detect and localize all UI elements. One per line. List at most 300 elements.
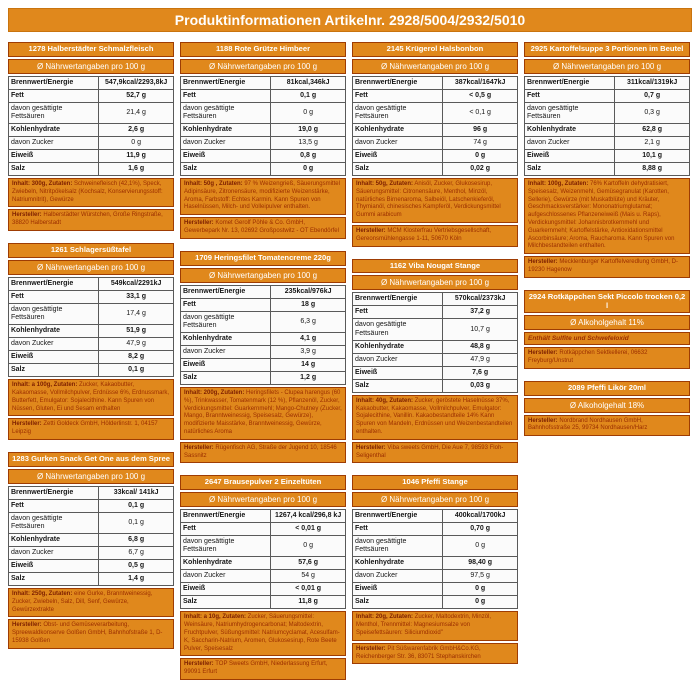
nutrient-label: Brennwert/Energie	[353, 293, 443, 306]
nutrient-value: 21,4 g	[99, 102, 174, 123]
nutrient-label: Salz	[181, 596, 271, 609]
page-title: Produktinformationen Artikelnr. 2928/5004/2932/5010	[8, 8, 692, 32]
nutrient-value: 0,5 g	[99, 559, 174, 572]
ingredients-label: Inhalt: 250g, Zutaten:	[12, 591, 73, 598]
nutrition-row	[525, 76, 690, 89]
nutrient-label: Kohlenhydrate	[525, 123, 615, 136]
nutrition-table	[180, 509, 346, 609]
nutrition-row	[353, 523, 518, 536]
nutrient-value: 0,1 g	[271, 89, 346, 102]
nutrition-table-body	[353, 76, 518, 175]
product-card	[8, 243, 174, 440]
nutrition-row	[9, 573, 174, 586]
nutrient-label: Eiweiß	[181, 150, 271, 163]
nutrient-label: davon Zucker	[353, 570, 443, 583]
nutrient-value: 37,2 g	[443, 306, 518, 319]
nutrient-value: 98,40 g	[443, 557, 518, 570]
nutrition-per-100g-header: Ø Nährwertangaben pro 100 g	[8, 469, 174, 484]
nutrient-label: Brennwert/Energie	[9, 486, 99, 499]
nutrient-label: Eiweiß	[181, 358, 271, 371]
nutrition-row	[353, 102, 518, 123]
ingredients-text: 97 % Weizengrieß, Säuerungsmittel Adipinsäure, Zitronensäure, modifizierte Weizenstärke, Aroma, Farbstoff: Echtes Karmin. Kann Spuren von Haselnüssen, Milch- und Volleipulver enthalten.	[184, 181, 340, 211]
nutrient-value: 2,6 g	[99, 123, 174, 136]
nutrition-row	[353, 353, 518, 366]
nutrition-table-body	[525, 76, 690, 175]
product-card	[8, 42, 174, 231]
nutrient-label: Salz	[181, 371, 271, 384]
nutrient-label: Kohlenhydrate	[181, 332, 271, 345]
product-card	[8, 452, 174, 649]
ingredients-block	[180, 387, 346, 440]
nutrient-value: 33kcal/ 141kJ	[99, 486, 174, 499]
nutrition-row	[353, 536, 518, 557]
product-card	[352, 259, 518, 464]
nutrition-row	[353, 123, 518, 136]
ingredients-block	[180, 178, 346, 215]
nutrient-label: Brennwert/Energie	[181, 285, 271, 298]
nutrient-value: 2,1 g	[615, 136, 690, 149]
nutrient-label: Brennwert/Energie	[9, 277, 99, 290]
nutrition-row	[353, 150, 518, 163]
manufacturer-text: MCM Klosterfrau Vertriebsgesellschaft, Gereonsmühlengasse 1-11, 50670 Köln	[356, 228, 492, 242]
nutrient-value: 311kcal/1319kJ	[615, 76, 690, 89]
manufacturer-label: Hersteller:	[356, 228, 386, 235]
card-column-4	[524, 42, 690, 436]
nutrient-value: 8,88 g	[615, 163, 690, 176]
ingredients-block	[8, 379, 174, 416]
nutrition-row	[181, 136, 346, 149]
manufacturer-block	[8, 209, 174, 231]
manufacturer-text: Rotkäppchen Sektkellerei, 06632 Freyburg/Unstrut	[528, 350, 648, 365]
card-column-3	[352, 42, 518, 664]
nutrient-label: davon gesättigte Fettsäuren	[353, 102, 443, 123]
nutrient-value: 547,9kcal/2293,8kJ	[99, 76, 174, 89]
nutrient-value: 0 g	[271, 163, 346, 176]
nutrient-label: Fett	[353, 306, 443, 319]
ingredients-label: Inhalt: 20g, Zutaten:	[356, 614, 413, 621]
nutrition-row	[9, 512, 174, 533]
card-column-2	[180, 42, 346, 680]
nutrient-label: Fett	[9, 89, 99, 102]
product-card	[352, 42, 518, 247]
nutrition-row	[353, 319, 518, 340]
nutrition-row	[9, 559, 174, 572]
nutrition-row	[525, 123, 690, 136]
nutrient-value: 11,9 g	[99, 150, 174, 163]
nutrition-per-100g-header: Ø Nährwertangaben pro 100 g	[8, 260, 174, 275]
nutrient-label: Fett	[353, 523, 443, 536]
product-title: 1188 Rote Grütze Himbeer	[180, 42, 346, 57]
nutrition-row	[9, 546, 174, 559]
nutrition-per-100g-header: Ø Nährwertangaben pro 100 g	[8, 59, 174, 74]
nutrition-row	[181, 345, 346, 358]
product-title: 2647 Brausepulver 2 Einzeltüten	[180, 475, 346, 490]
nutrient-value: 0,03 g	[443, 379, 518, 392]
nutrient-value: 54 g	[271, 570, 346, 583]
manufacturer-text: TOP Sweets GmbH, Niederlassung Erfurt, 99091 Erfurt	[184, 661, 328, 676]
nutrient-value: 47,9 g	[99, 338, 174, 351]
nutrition-row	[525, 136, 690, 149]
nutrient-label: davon Zucker	[525, 136, 615, 149]
nutrition-row	[9, 338, 174, 351]
nutrition-per-100g-header: Ø Nährwertangaben pro 100 g	[180, 268, 346, 283]
nutrient-value: 400kcal/1700kJ	[443, 510, 518, 523]
manufacturer-block	[180, 658, 346, 680]
nutrient-label: Eiweiß	[181, 583, 271, 596]
nutrient-label: Fett	[181, 523, 271, 536]
nutrition-row	[353, 136, 518, 149]
nutrient-value: 0,02 g	[443, 163, 518, 176]
nutrition-row	[353, 570, 518, 583]
nutrition-table	[8, 486, 174, 586]
nutrition-row	[9, 486, 174, 499]
ingredients-text: eine Gurke, Branntweinessig, Zucker, Zwiebeln, Salz, Dill, Senf, Gewürze, Gewürzextrakte	[12, 591, 153, 613]
product-title: 1283 Gurken Snack Get One aus dem Spree	[8, 452, 174, 467]
nutrient-value: 57,6 g	[271, 557, 346, 570]
nutrient-label: Kohlenhydrate	[181, 123, 271, 136]
nutrient-label: Kohlenhydrate	[353, 557, 443, 570]
nutrient-value: 0,1 g	[99, 364, 174, 377]
ingredients-block	[352, 611, 518, 640]
ingredients-block	[180, 611, 346, 656]
nutrient-value: 0 g	[271, 536, 346, 557]
manufacturer-block	[180, 442, 346, 464]
nutrition-row	[181, 583, 346, 596]
manufacturer-text: Zetti Goldeck GmbH, Hölderlinstr. 1, 04157 Leipzig	[12, 421, 158, 436]
nutrient-value: 0,1 g	[99, 499, 174, 512]
nutrition-per-100g-header: Ø Nährwertangaben pro 100 g	[352, 275, 518, 290]
nutrient-value: 570kcal/2373kJ	[443, 293, 518, 306]
nutrient-value: 1267,4 kcal/296,8 kJ	[271, 510, 346, 523]
nutrient-label: Brennwert/Energie	[181, 510, 271, 523]
manufacturer-text: Mecklenburger Kartoffelveredlung GmbH, D-19230 Hagenow	[528, 259, 678, 274]
nutrient-value: 18 g	[271, 298, 346, 311]
nutrition-row	[181, 358, 346, 371]
ingredients-label: Inhalt: 200g, Zutaten:	[184, 389, 245, 396]
manufacturer-block	[524, 347, 690, 369]
nutrition-table-body	[9, 277, 174, 376]
nutrient-value: 0,3 g	[615, 102, 690, 123]
nutrient-label: davon gesättigte Fettsäuren	[525, 102, 615, 123]
nutrition-table	[524, 76, 690, 176]
nutrient-label: Salz	[353, 163, 443, 176]
nutrient-label: davon Zucker	[181, 570, 271, 583]
nutrient-label: Salz	[353, 596, 443, 609]
nutrition-per-100g-header: Ø Nährwertangaben pro 100 g	[352, 59, 518, 74]
nutrient-value: 48,8 g	[443, 340, 518, 353]
nutrient-value: 235kcal/976kJ	[271, 285, 346, 298]
nutrient-label: Brennwert/Energie	[525, 76, 615, 89]
nutrient-label: davon Zucker	[9, 338, 99, 351]
allergen-note: Enthält Sulfite und Schwefeloxid	[524, 332, 690, 345]
manufacturer-text: Obst- und Gemüseverarbeitung, Spreewaldkonserve Golßen GmbH, Bahnhofstraße 1, D-15938 Golßen	[12, 622, 163, 645]
product-card	[352, 475, 518, 664]
nutrition-row	[181, 510, 346, 523]
nutrition-row	[181, 285, 346, 298]
nutrient-label: davon gesättigte Fettsäuren	[353, 319, 443, 340]
ingredients-label: Inhalt: 50g, Zutaten:	[356, 181, 413, 188]
manufacturer-text: Nordbrand Nordhausen GmbH, Bahnhofsstraße 25, 99734 Nordhausen/Harz	[528, 417, 648, 432]
nutrition-row	[181, 150, 346, 163]
manufacturer-block	[8, 619, 174, 648]
nutrient-label: davon gesättigte Fettsäuren	[181, 311, 271, 332]
nutrition-per-100g-header: Ø Nährwertangaben pro 100 g	[180, 492, 346, 507]
ingredients-text: Anisöl, Zucker, Glukosesirup, Säuerungsmittel: Citronensäure, Menthol, Minzöl, natürliches Birnenaroma, Salbeiöl, Latschenkieferöl, Thymianöl, chinesisches Kampferöl, Verdickungsmittel Gummi arabicum	[356, 181, 501, 219]
manufacturer-block	[524, 415, 690, 437]
nutrition-row	[9, 102, 174, 123]
manufacturer-label: Hersteller:	[184, 220, 214, 227]
nutrition-row	[181, 570, 346, 583]
ingredients-text: Zucker, Maltodextrin, Minzöl, Menthol, Trennmittel: Magnesiumsalze von Speisefettsäuren: Siliciumdioxid"	[356, 614, 492, 637]
nutrient-label: Kohlenhydrate	[9, 324, 99, 337]
manufacturer-label: Hersteller:	[528, 259, 558, 266]
nutrient-label: davon Zucker	[353, 353, 443, 366]
nutrient-value: 0 g	[443, 583, 518, 596]
nutrition-row	[9, 290, 174, 303]
nutrition-row	[181, 311, 346, 332]
ingredients-text: Zucker, geröstete Haselnüsse 37%, Kakaobutter, Kakaomasse, Vollmilchpulver, Emulgator: Sojalecithine, Vanillin. Kakaobestandteile 14% Kann Spuren von Mandeln, Erdnüssen und Weizenbestandteilen enthalten.	[356, 397, 513, 435]
nutrient-value: 1,4 g	[99, 573, 174, 586]
nutrient-value: 47,9 g	[443, 353, 518, 366]
nutrition-row	[353, 340, 518, 353]
nutrient-label: Salz	[353, 379, 443, 392]
nutrient-value: 6,3 g	[271, 311, 346, 332]
nutrition-row	[353, 510, 518, 523]
ingredients-block	[524, 178, 690, 254]
nutrition-row	[181, 536, 346, 557]
ingredients-text: Schweinefleisch (42,1%), Speck, Zwiebeln, Nitritpökelsalz (Kochsalz, Konservierungsstoff: Natriumnitrit), Gewürze	[12, 181, 163, 203]
nutrient-value: 17,4 g	[99, 303, 174, 324]
manufacturer-text: Komet Gerolf Pöhle & Co. GmbH, Gewerbepark Nr. 13, 02692 Großpostwitz - OT Ebendörfel	[184, 220, 339, 235]
nutrition-row	[181, 76, 346, 89]
card-column-1	[8, 42, 174, 649]
product-card	[524, 42, 690, 278]
product-title: 1709 Heringsfilet Tomatencreme 220g	[180, 251, 346, 266]
nutrition-table	[180, 285, 346, 385]
nutrition-row	[181, 523, 346, 536]
nutrition-row	[181, 123, 346, 136]
nutrient-value: 0 g	[443, 596, 518, 609]
nutrient-value: 97,5 g	[443, 570, 518, 583]
nutrient-label: davon Zucker	[181, 136, 271, 149]
nutrient-value: 0 g	[443, 150, 518, 163]
nutrition-row	[9, 364, 174, 377]
nutrient-label: Salz	[9, 163, 99, 176]
nutrient-label: davon gesättigte Fettsäuren	[9, 102, 99, 123]
manufacturer-label: Hersteller:	[12, 421, 42, 428]
nutrition-table-body	[9, 486, 174, 585]
manufacturer-label: Hersteller:	[12, 622, 42, 629]
nutrition-row	[525, 102, 690, 123]
nutrition-row	[9, 76, 174, 89]
nutrient-label: Kohlenhydrate	[353, 123, 443, 136]
card-grid	[8, 42, 692, 680]
nutrition-row	[9, 150, 174, 163]
ingredients-text: Heringsfilets - Clupea harengus (60 %), Trinkwasser, Tomatenmark (12 %), Pflanzenöl, Zucker, Verdickungsmittel: Guarkernmehl; Mango-Chutney (Zucker, Mango, Branntweinessig, Speisesalz, Gewürze), modifizierte Maisstärke, Branntweinessig, Gewürze, natürliches Aroma	[184, 389, 342, 435]
nutrient-label: Salz	[9, 573, 99, 586]
ingredients-block	[352, 178, 518, 223]
nutrient-value: 51,9 g	[99, 324, 174, 337]
nutrient-value: 14 g	[271, 358, 346, 371]
nutrition-table	[180, 76, 346, 176]
nutrition-row	[181, 596, 346, 609]
nutrient-label: davon Zucker	[181, 345, 271, 358]
nutrient-value: < 0,01 g	[271, 523, 346, 536]
nutrient-value: 52,7 g	[99, 89, 174, 102]
nutrient-value: 11,8 g	[271, 596, 346, 609]
nutrient-value: 0 g	[271, 102, 346, 123]
nutrition-row	[9, 89, 174, 102]
manufacturer-text: Rügenfisch AG, Straße der Jugend 10, 18546 Sassnitz	[184, 444, 337, 459]
product-card	[180, 251, 346, 463]
nutrition-table-body	[353, 510, 518, 609]
nutrient-label: Eiweiß	[353, 150, 443, 163]
nutrition-row	[181, 163, 346, 176]
product-card	[524, 381, 690, 436]
ingredients-label: Inhalt: 100g, Zutaten:	[528, 181, 589, 188]
nutrition-row	[353, 366, 518, 379]
nutrient-value: 81kcal,346kJ	[271, 76, 346, 89]
nutrition-table	[8, 277, 174, 377]
nutrient-label: Brennwert/Energie	[353, 76, 443, 89]
nutrition-table	[352, 76, 518, 176]
nutrition-row	[181, 557, 346, 570]
ingredients-block	[8, 178, 174, 207]
nutrition-row	[353, 379, 518, 392]
nutrient-value: 4,1 g	[271, 332, 346, 345]
manufacturer-label: Hersteller:	[184, 444, 214, 451]
nutrient-label: Fett	[353, 89, 443, 102]
nutrition-row	[9, 324, 174, 337]
nutrient-value: 8,2 g	[99, 351, 174, 364]
nutrition-row	[353, 306, 518, 319]
nutrient-label: Kohlenhydrate	[9, 123, 99, 136]
nutrition-row	[181, 89, 346, 102]
nutrient-label: Salz	[525, 163, 615, 176]
product-title: 1278 Halberstädter Schmalzfleisch	[8, 42, 174, 57]
nutrient-label: Fett	[525, 89, 615, 102]
nutrient-label: Eiweiß	[525, 150, 615, 163]
nutrient-value: 0,8 g	[271, 150, 346, 163]
manufacturer-text: Pit Süßwarenfabrik GmbH&Co.KG, Reichenberger Str. 36, 83071 Stephanskirchen	[356, 645, 481, 660]
manufacturer-block	[180, 217, 346, 239]
nutrient-label: Eiweiß	[353, 583, 443, 596]
nutrition-row	[353, 76, 518, 89]
ingredients-text: Zucker, Säuerungsmittel: Weinsäure, Natriumhydrogencarbonat; Maltodextrin, Fruchtpulver, Süßungsmittel: Natriumcyclamat, Acesulfam-K, Saccharin-Natrium, Aromen, Glukosesirup, Rote Beete Pulver, Speisesalz	[184, 614, 340, 652]
manufacturer-label: Hersteller:	[12, 212, 42, 219]
nutrient-label: Kohlenhydrate	[181, 557, 271, 570]
nutrition-row	[525, 150, 690, 163]
product-card	[180, 475, 346, 680]
nutrient-label: Fett	[181, 89, 271, 102]
nutrient-label: davon Zucker	[353, 136, 443, 149]
nutrient-value: < 0,5 g	[443, 89, 518, 102]
nutrient-label: davon gesättigte Fettsäuren	[181, 102, 271, 123]
nutrition-row	[353, 583, 518, 596]
nutrient-label: Eiweiß	[353, 366, 443, 379]
nutrition-per-100g-header: Ø Nährwertangaben pro 100 g	[180, 59, 346, 74]
ingredients-text: 76% Kartoffeln dehydratisiert, Speisesalz, Weizenmehl, Gemüsegranulat (Karotten, Sellerie), Gewürze (mit Muskatblüte) und Kräuter, Geschmacksverstärker: Mononatriumglutamat; aufgeschlossenes Pflanzeneiweiß (Mais u. Raps), Verdickungsmittel: Johannisbrotkernmehl und Guarkernmehl; Kartoffelstärke, Antioxidationsmittel Ascorbinsäure; Aroma, Raucharoma. Kann Spuren von Milchbestandteilen enthalten.	[528, 181, 675, 250]
product-title: 1261 Schlagersüßtafel	[8, 243, 174, 258]
product-title: 2089 Pfeffi Likör 20ml	[524, 381, 690, 396]
nutrient-label: davon Zucker	[9, 136, 99, 149]
nutrient-label: Salz	[9, 364, 99, 377]
alcohol-content-header: Ø Alkoholgehalt 18%	[524, 398, 690, 413]
nutrition-per-100g-header: Ø Nährwertangaben pro 100 g	[524, 59, 690, 74]
nutrition-table-body	[9, 76, 174, 175]
nutrition-row	[9, 163, 174, 176]
nutrient-value: 6,7 g	[99, 546, 174, 559]
nutrient-value: 0,1 g	[99, 512, 174, 533]
nutrient-value: 13,5 g	[271, 136, 346, 149]
manufacturer-label: Hersteller:	[356, 444, 386, 451]
nutrient-value: 19,0 g	[271, 123, 346, 136]
nutrient-value: 0 g	[443, 536, 518, 557]
nutrient-label: Kohlenhydrate	[353, 340, 443, 353]
nutrition-row	[9, 136, 174, 149]
nutrition-row	[353, 293, 518, 306]
nutrition-row	[353, 89, 518, 102]
product-title: 1162 Viba Nougat Stange	[352, 259, 518, 274]
nutrition-per-100g-header: Ø Nährwertangaben pro 100 g	[352, 492, 518, 507]
manufacturer-block	[524, 256, 690, 278]
manufacturer-label: Hersteller:	[356, 645, 386, 652]
product-card	[180, 42, 346, 239]
nutrient-value: 10,1 g	[615, 150, 690, 163]
ingredients-label: Inhalt: a 10g, Zutaten:	[184, 614, 247, 621]
nutrient-value: 62,8 g	[615, 123, 690, 136]
ingredients-block	[8, 588, 174, 617]
nutrition-table	[352, 509, 518, 609]
nutrient-label: Brennwert/Energie	[9, 76, 99, 89]
nutrition-table-body	[353, 293, 518, 392]
nutrition-table	[8, 76, 174, 176]
ingredients-block	[352, 395, 518, 440]
manufacturer-text: Viba sweets GmbH, Die Aue 7, 98593 Floh-Seligenthal	[356, 444, 504, 459]
nutrition-row	[181, 371, 346, 384]
nutrient-value: 3,9 g	[271, 345, 346, 358]
nutrition-row	[181, 102, 346, 123]
nutrient-value: < 0,01 g	[271, 583, 346, 596]
ingredients-label: Inhalt: 50g , Zutaten:	[184, 181, 243, 188]
manufacturer-label: Hersteller:	[528, 417, 558, 424]
nutrition-row	[525, 89, 690, 102]
product-title: 2925 Kartoffelsuppe 3 Portionen im Beutel	[524, 42, 690, 57]
nutrition-row	[9, 499, 174, 512]
nutrient-value: 549kcal/2291kJ	[99, 277, 174, 290]
product-title: 1046 Pfeffi Stange	[352, 475, 518, 490]
nutrient-value: 0,7 g	[615, 89, 690, 102]
nutrition-row	[9, 351, 174, 364]
nutrient-label: Salz	[181, 163, 271, 176]
nutrition-row	[353, 163, 518, 176]
nutrition-row	[9, 533, 174, 546]
ingredients-label: Inhalt: a 100g, Zutaten:	[12, 382, 78, 389]
nutrient-value: 7,6 g	[443, 366, 518, 379]
nutrition-table-body	[181, 510, 346, 609]
ingredients-label: Inhalt: 300g, Zutaten:	[12, 181, 73, 188]
manufacturer-block	[352, 643, 518, 665]
nutrient-label: Eiweiß	[9, 559, 99, 572]
manufacturer-block	[352, 225, 518, 247]
nutrient-value: 10,7 g	[443, 319, 518, 340]
manufacturer-text: Halberstädter Würstchen, Große Ringstraße, 38820 Halberstadt	[12, 212, 163, 227]
nutrient-label: davon Zucker	[9, 546, 99, 559]
nutrient-label: Kohlenhydrate	[9, 533, 99, 546]
nutrient-label: davon gesättigte Fettsäuren	[353, 536, 443, 557]
nutrient-label: Fett	[9, 290, 99, 303]
ingredients-text: Zucker, Kakaobutter, Kakaomasse, Vollmilchpulver, Erdnüsse 6%, Erdnussmark, Butterfett, Emulgator: Sojalecithine. Kann Spuren von Nüssen, Gluten, Ei und Sesam enthalten	[12, 382, 170, 412]
